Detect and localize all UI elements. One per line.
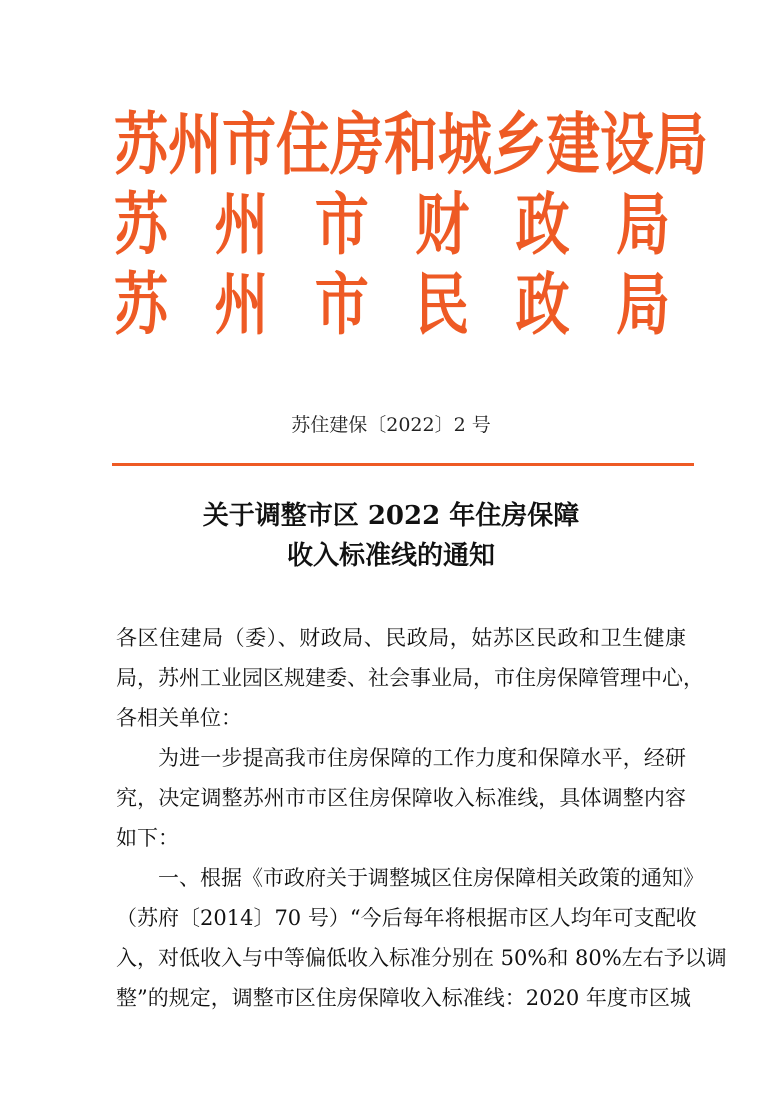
letterhead-char: 市 xyxy=(314,184,369,264)
letterhead-char: 州 xyxy=(168,104,222,184)
letterhead-char: 州 xyxy=(214,264,269,344)
letterhead-char: 局 xyxy=(654,104,708,184)
letterhead-char: 市 xyxy=(222,104,276,184)
letterhead-row-civil-affairs-bureau xyxy=(114,264,670,344)
document-title-line-1: 关于调整市区 2022 年住房保障 xyxy=(202,501,580,531)
letterhead-char: 和 xyxy=(384,104,438,184)
letterhead-char: 民 xyxy=(415,264,470,344)
letterhead-char: 局 xyxy=(615,264,670,344)
letterhead-char: 设 xyxy=(600,104,654,184)
letterhead-char: 苏 xyxy=(114,264,168,344)
body-line: 一、根据《市政府关于调整城区住房保障相关政策的通知》 xyxy=(158,866,704,890)
body-line: 整”的规定，调整市区住房保障收入标准线：2020 年度市区城 xyxy=(116,986,691,1010)
letterhead-char: 政 xyxy=(515,264,570,344)
letterhead-char: 乡 xyxy=(492,104,546,184)
letterhead-row-housing-bureau xyxy=(114,104,708,184)
letterhead-char: 州 xyxy=(214,184,269,264)
letterhead-char: 苏 xyxy=(114,104,168,184)
body-line: （苏府〔2014〕70 号）“今后每年将根据市区人均年可支配收 xyxy=(116,906,697,930)
body-line: 各区住建局（委）、财政局、民政局，姑苏区民政和卫生健康 xyxy=(116,626,686,650)
letterhead-char: 住 xyxy=(276,104,330,184)
body-line: 为进一步提高我市住房保障的工作力度和保障水平，经研 xyxy=(158,746,686,770)
letterhead-char: 建 xyxy=(546,104,600,184)
letterhead-char: 政 xyxy=(515,184,570,264)
letterhead-char: 财 xyxy=(415,184,470,264)
body-line: 各相关单位： xyxy=(116,706,242,730)
body-line: 局，苏州工业园区规建委、社会事业局，市住房保障管理中心， xyxy=(116,666,704,690)
letterhead-char: 苏 xyxy=(114,184,168,264)
letterhead-char: 市 xyxy=(314,264,369,344)
document-title-line-2: 收入标准线的通知 xyxy=(286,541,495,571)
letterhead-char: 城 xyxy=(438,104,492,184)
letterhead-row-finance-bureau xyxy=(114,184,670,264)
letterhead-char: 房 xyxy=(330,104,384,184)
document-number: 苏住建保〔2022〕2 号 xyxy=(291,414,491,436)
body-line: 入，对低收入与中等偏低收入标准分别在 50%和 80%左右予以调 xyxy=(116,946,727,970)
letterhead-char: 局 xyxy=(615,184,670,264)
body-line: 究，决定调整苏州市市区住房保障收入标准线，具体调整内容 xyxy=(116,786,686,810)
red-divider-line xyxy=(112,463,694,466)
body-line: 如下： xyxy=(116,826,179,850)
